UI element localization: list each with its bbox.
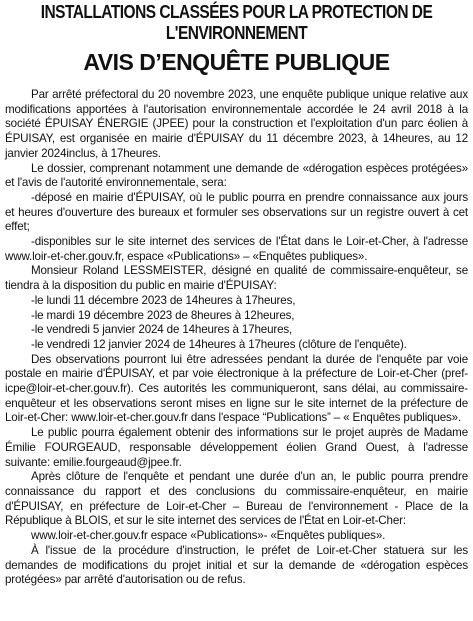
paragraph-website: www.loir-et-cher.gouv.fr espace «Publications»- «Enquêtes publiques». bbox=[31, 529, 386, 543]
permanence-date-2: -le mardi 19 décembre 2023 de 8heures à 12heures, bbox=[31, 308, 295, 322]
permanence-date-4: -le vendredi 12 janvier 2024 de 14heures à 17heures (clôture de l'enquête). bbox=[31, 337, 407, 351]
notice-title-line-1: INSTALLATIONS CLASSÉES POUR LA PROTECTION DE bbox=[40, 2, 433, 22]
paragraph-arrete: Par arrêté préfectoral du 20 novembre 2023, une enquête publique unique relative aux modifications apportées à l'autorisation environnementale accordée le 24 avril 2018 à la société ÉPUISAY ÉNERGIE (JPEE) pour la construction et l'exploitation d'un parc éolien à ÉPUISAY, est organisée en mairie d'ÉPUISAY du 11 décembre 2023, à 14heures, au 12 janvier 2024inclus, à 17heures. bbox=[5, 88, 468, 160]
paragraph-rapport: Après clôture de l'enquête et pendant une durée d'un an, le public pourra prendre connaissance du rapport et des conclusions du commissaire-enquêteur, en mairie d'ÉPUISAY, en préfecture de Loir-et-Cher – Bureau de l'environnement - Place de la République à BLOIS, et sur le site internet des services de l'État en Loir-et-Cher: bbox=[5, 470, 468, 528]
permanence-date-1: -le lundi 11 décembre 2023 de 14heures à 17heures, bbox=[31, 293, 296, 307]
notice-body bbox=[5, 88, 468, 588]
list-item-internet: -disponibles sur le site internet des services de l'État dans le Loir-et-Cher, à l'adresse www.loir-et-cher.gouv.fr, espace «Publications» – «Enquêtes publiques». bbox=[5, 235, 468, 263]
paragraph-commissaire: Monsieur Roland LESSMEISTER, désigné en qualité de commissaire-enquêteur, se tiendra à la disposition du public en mairie d'ÉPUISAY: bbox=[5, 264, 468, 293]
paragraph-dossier: Le dossier, comprenant notamment une demande de «dérogation espèces protégées» et l'avis de l'autorité environnementale, sera: bbox=[5, 161, 468, 190]
paragraph-contact: Le public pourra également obtenir des informations sur le projet auprès de Madame Émilie FOURGEAUD, responsable développement éolien Grand Ouest, à l'adresse suivante: emilie.fourgeaud@jpee.fr. bbox=[5, 426, 468, 469]
permanence-date-3: -le vendredi 5 janvier 2024 de 14heures à 17heures, bbox=[31, 323, 293, 337]
paragraph-observations: Des observations pourront lui être adressées pendant la durée de l'enquête par voie postale en mairie d'ÉPUISAY, et par voie électronique à la préfecture de Loir-et-Cher (pref-icpe@loir-et-cher.gouv.fr). Ces autorités les communiqueront, sans délai, au commissaire-enquêteur et les observations seront mises en ligne sur le site internet de la préfecture de Loir-et-Cher: www.loir-et-cher.gouv.fr dans l'espace “Publications” – « Enquêtes publiques». bbox=[5, 352, 468, 425]
paragraph-decision: À l'issue de la procédure d'instruction, le préfet de Loir-et-Cher statuera sur les demandes de modifications du projet initial et sur la demande de «dérogation espèces protégées» par arrêté d'autorisation ou de refus. bbox=[5, 543, 468, 587]
notice-subtitle: AVIS D’ENQUÊTE PUBLIQUE bbox=[83, 49, 390, 75]
notice-title-line-2: L'ENVIRONNEMENT bbox=[165, 23, 308, 43]
list-item-mairie: -déposé en mairie d'ÉPUISAY, où le public pourra en prendre connaissance aux jours et heures d'ouverture des bureaux et formuler ses observations sur un registre ouvert à cet effet; bbox=[5, 190, 468, 234]
